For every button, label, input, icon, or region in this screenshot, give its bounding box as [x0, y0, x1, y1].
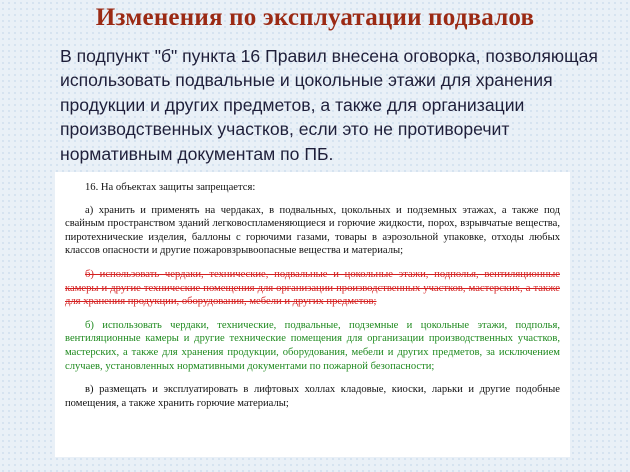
item-c: в) размещать и эксплуатировать в лифтовых холлах кладовые, киоски, ларьки и другие подобные помещения, а также хранить горючие материалы; [65, 384, 560, 409]
intro-paragraph: В подпункт "б" пункта 16 Правил внесена оговорка, позволяющая использовать подвальные и цокольные этажи для хранения продукции и других предметов, а также для организации производственных участков, если это не противоречит нормативным документам по ПБ. [60, 46, 598, 164]
document-excerpt [55, 172, 570, 457]
document-heading: 16. На объектах защиты запрещается: [85, 182, 256, 193]
item-a: а) хранить и применять на чердаках, в подвальных, цокольных и подземных этажах, а также под свайным пространством зданий легковоспламеняющиеся и горючие жидкости, порох, взрывчатые вещества, пиротехнические изделия, баллоны с горючими газами, товары в аэрозольной упаковке, отходы любых классов опасности и другие пожаровзрывоопасные вещества и материалы; [65, 204, 560, 257]
slide-title: Изменения по эксплуатации подвалов [95, 4, 535, 31]
item-b-old-struck: б) использовать чердаки, технические, подвальные и цокольные этажи, подполья, вентиляционные камеры и другие технические помещения для организации производственных участков, мастерских, а также для хранения продукции, оборудования, мебели и других предметов; [65, 268, 560, 308]
item-b-new-added: б) использовать чердаки, технические, подвальные, подземные и цокольные этажи, подполья, вентиляционные камеры и другие технические помещения для организации производственных участков, мастерских, а также для хранения продукции, оборудования, мебели и других предметов, за исключением случаев, установленных нормативными документами по пожарной безопасности; [65, 319, 560, 372]
